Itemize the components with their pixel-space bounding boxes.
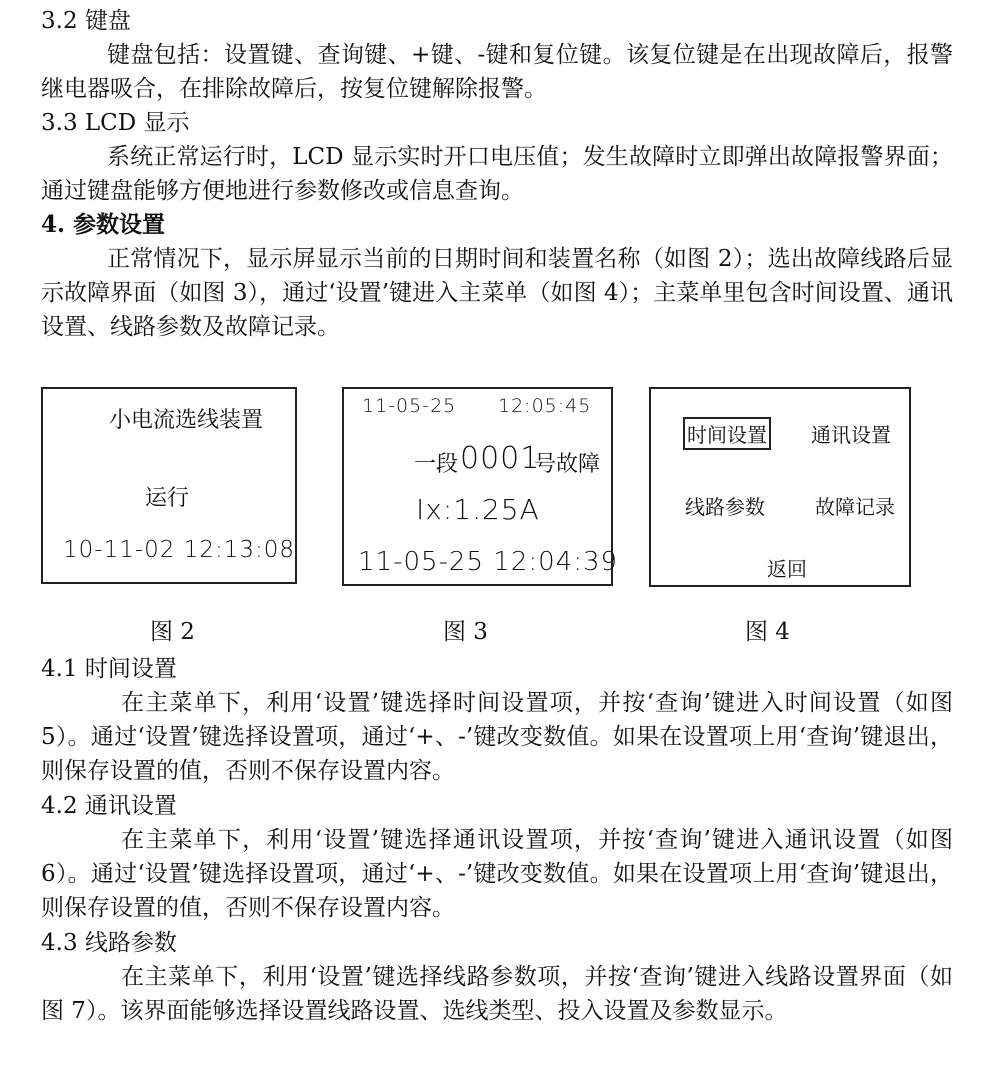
section-4-2-body: 在主菜单下，利用‘设置’键选择通讯设置项，并按‘查询’键进入通讯设置（如图 6）。通过‘设置’键选择设置项，通过‘+、-’键改变数值。如果在设置项上用‘查询’键退出，则保存设置的值，否则不保存设置内容。: [41, 827, 953, 921]
section-4-body: 正常情况下，显示屏显示当前的日期时间和装置名称（如图 2）；选出故障线路后显示故障界面（如图 3），通过‘设置’键进入主菜单（如图 4）；主菜单里包含时间设置、通讯设置、线路参数及故障记录。: [41, 246, 953, 340]
section-4-1-body: 在主菜单下，利用‘设置’键选择时间设置项，并按‘查询’键进入时间设置（如图 5）。通过‘设置’键选择设置项，通过‘+、-’键改变数值。如果在设置项上用‘查询’键退出，则保存设置的值，否则不保存设置内容。: [41, 690, 953, 784]
figure-4-lcd: [649, 387, 911, 587]
figure-3-caption: 图 3: [443, 619, 488, 645]
section-4-3-body: 在主菜单下，利用‘设置’键选择线路参数项，并按‘查询’键进入线路设置界面（如图 7）。该界面能够选择设置线路设置、选线类型、投入设置及参数显示。: [41, 964, 953, 1024]
fault-number: 0001: [460, 441, 541, 476]
figure-2-caption: 图 2: [150, 619, 195, 645]
menu-time-setting[interactable]: 时间设置: [683, 417, 771, 450]
fault-suffix: 号故障: [534, 452, 601, 477]
fault-datetime: 11-05-25 12:04:39: [358, 547, 619, 577]
section-4-heading: 4. 参数设置: [41, 211, 166, 238]
section-3-2-body: 键盘包括：设置键、查询键、+键、-键和复位键。该复位键是在出现故障后，报警继电器吸合，在排除故障后，按复位键解除报警。: [41, 42, 953, 102]
section-4-1-heading: 4.1 时间设置: [41, 656, 177, 682]
section-3-3-heading: 3.3 LCD 显示: [41, 110, 190, 136]
fault-prefix: 一段: [414, 452, 459, 477]
section-3-3-body: 系统正常运行时，LCD 显示实时开口电压值；发生故障时立即弹出故障报警界面；通过键盘能够方便地进行参数修改或信息查询。: [41, 144, 953, 204]
run-status: 运行: [145, 486, 190, 511]
lcd-time: 12:05:45: [498, 395, 592, 417]
lcd-date: 11-05-25: [362, 395, 457, 417]
menu-fault-record[interactable]: 故障记录: [815, 495, 895, 519]
menu-line-params[interactable]: 线路参数: [685, 495, 765, 519]
section-4-3-heading: 4.3 线路参数: [41, 930, 177, 956]
figure-2-lcd: [41, 387, 297, 584]
menu-comm-setting[interactable]: 通讯设置: [811, 423, 891, 447]
section-3-2-heading: 3.2 键盘: [41, 8, 131, 34]
lcd-datetime: 10-11-02 12:13:08: [63, 537, 296, 563]
device-name: 小电流选线装置: [109, 408, 264, 433]
menu-back[interactable]: 返回: [767, 557, 807, 581]
figure-3-lcd: [342, 387, 619, 586]
section-4-2-heading: 4.2 通讯设置: [41, 793, 177, 819]
current-value: Ix:1.25A: [416, 493, 540, 526]
figure-4-caption: 图 4: [745, 619, 790, 645]
